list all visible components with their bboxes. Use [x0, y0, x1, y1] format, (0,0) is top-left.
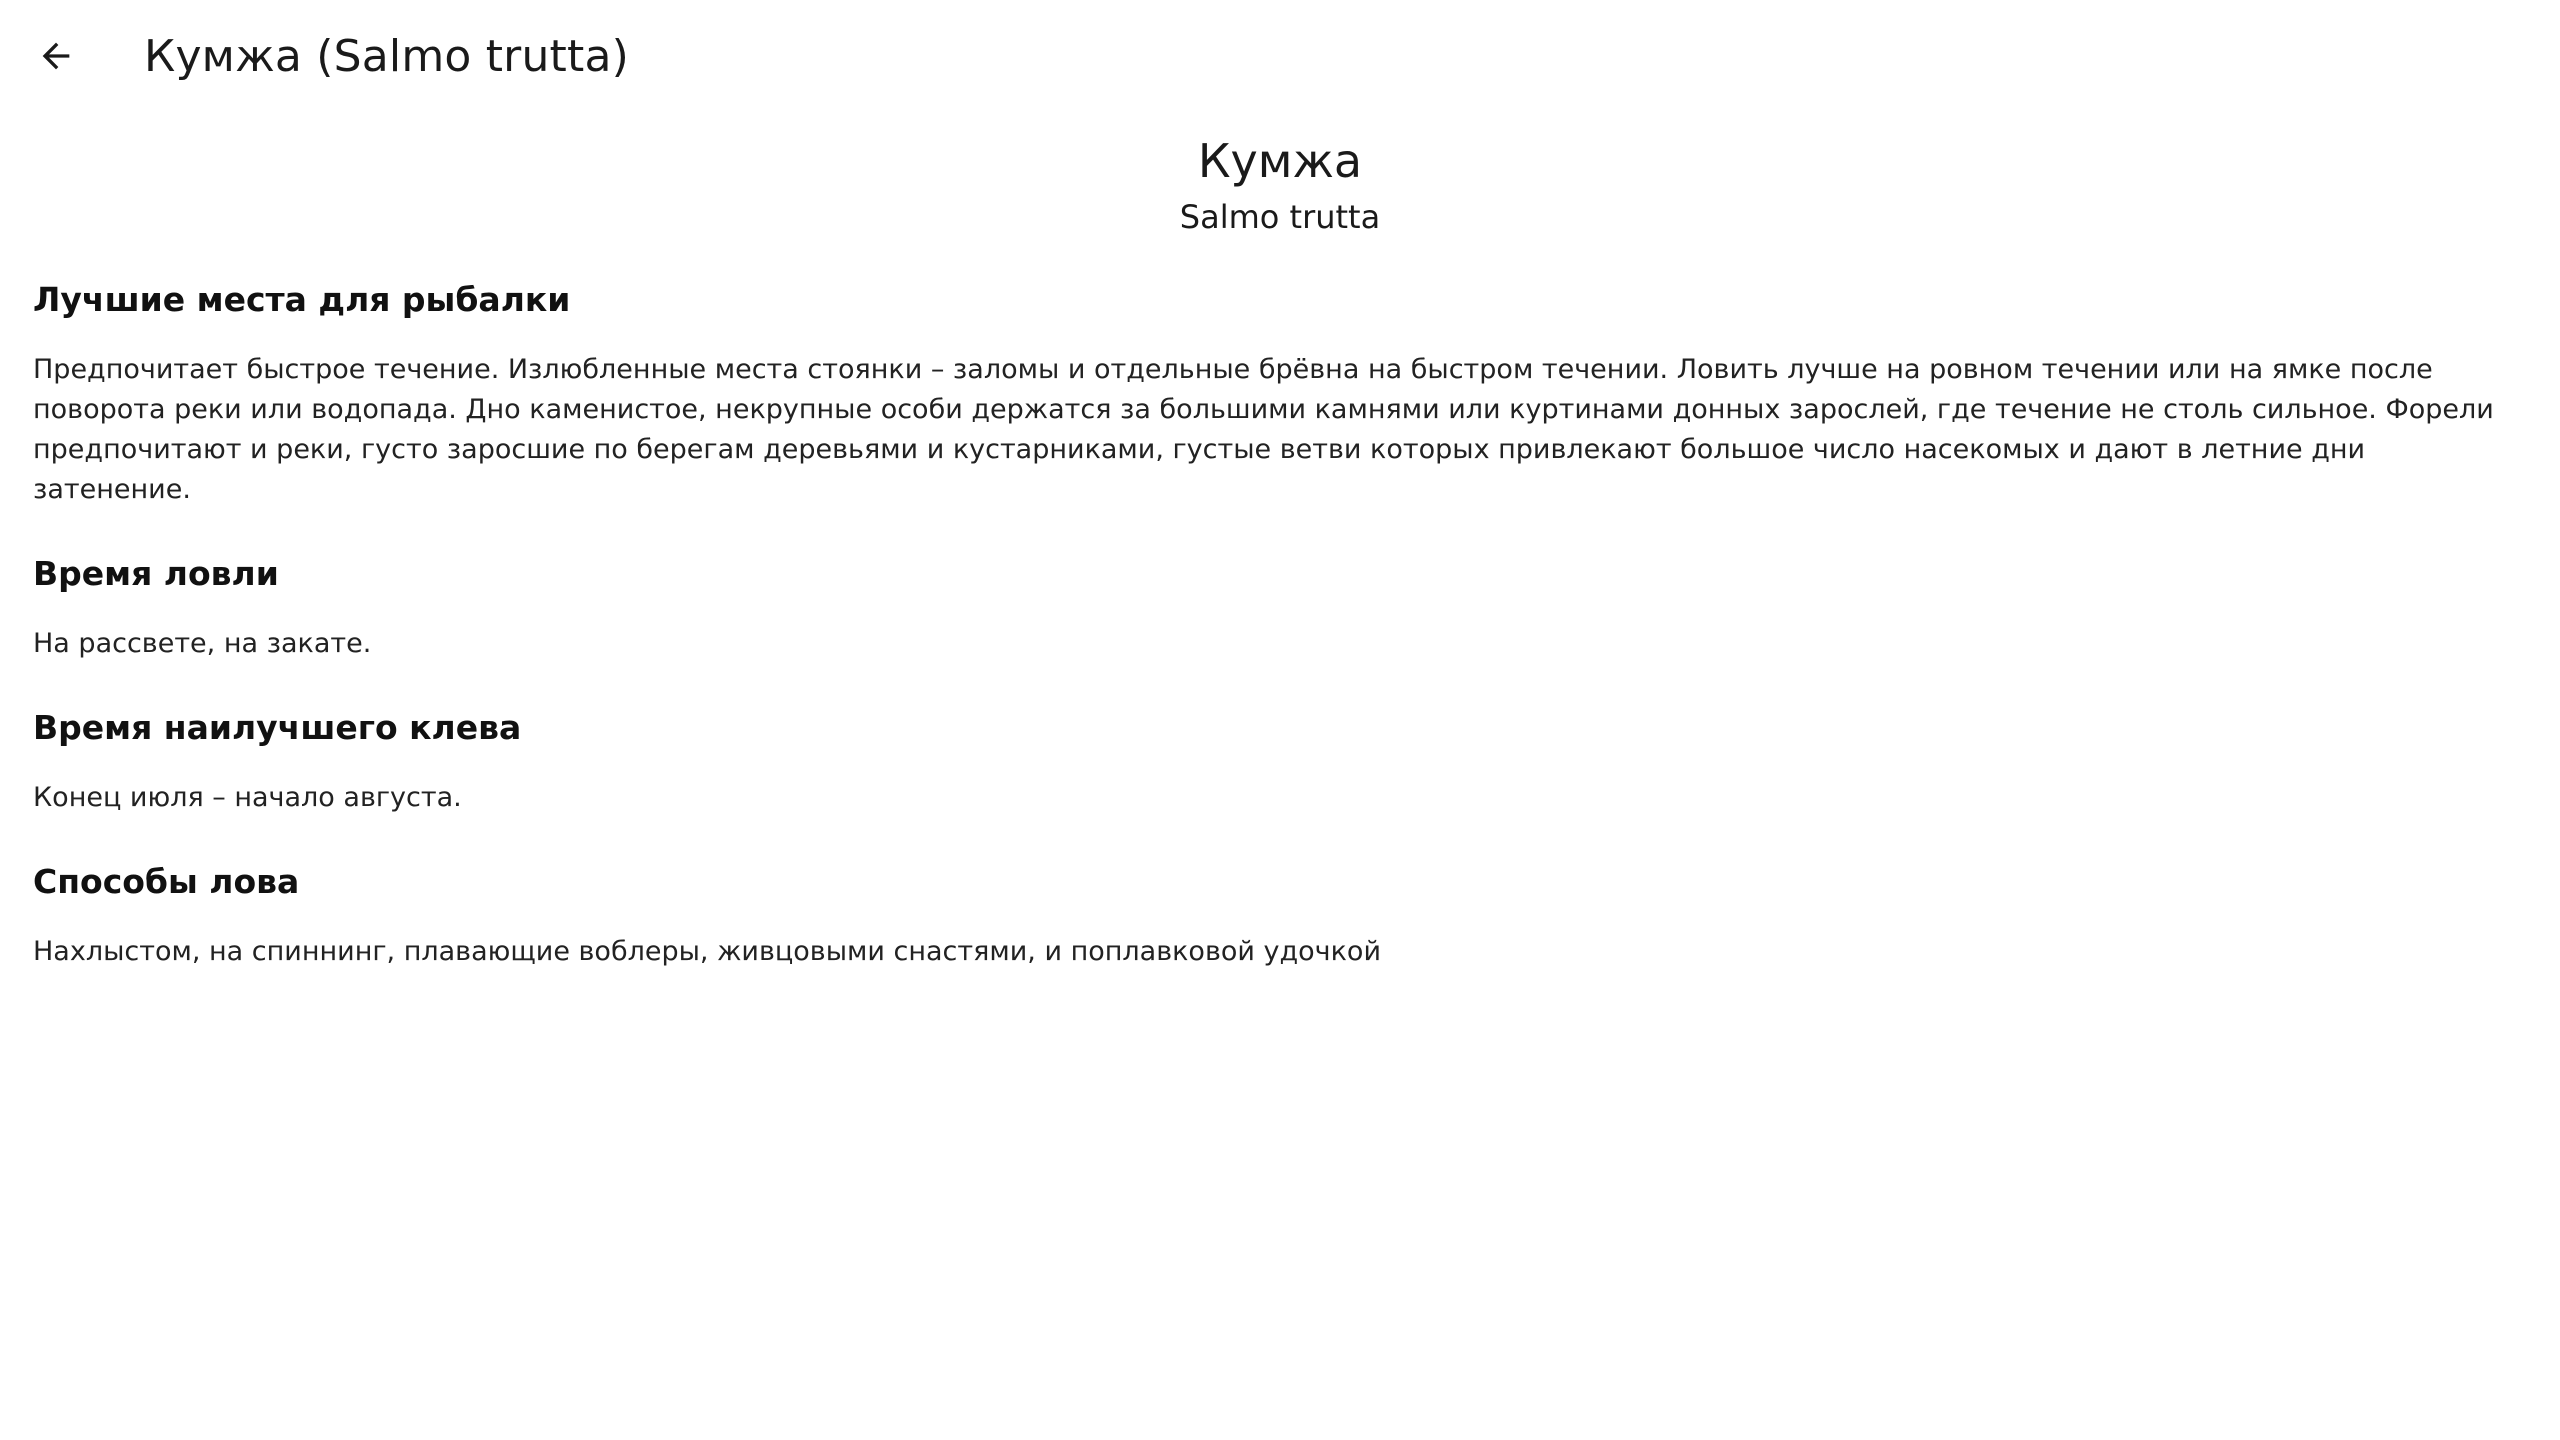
section-body: Нахлыстом, на спиннинг, плавающие воблеры, живцовыми снастями, и поплавковой удочкой [33, 936, 1381, 967]
section-body: Конец июля – начало августа. [33, 782, 462, 813]
fish-latin-name: Salmo trutta [1179, 198, 1381, 236]
section-heading: Время наилучшего клева [33, 708, 522, 747]
section-fishing-methods [33, 858, 2527, 972]
section-body: На рассвете, на закате. [33, 628, 372, 659]
section-best-places [33, 276, 2527, 510]
back-button[interactable] [20, 20, 92, 92]
arrow-left-icon [36, 36, 76, 76]
fish-header [33, 126, 2527, 238]
fish-name: Кумжа [1197, 134, 1363, 188]
section-fishing-time [33, 550, 2527, 664]
fish-detail-content [33, 126, 2527, 1012]
app-bar [0, 0, 2560, 112]
section-body: Предпочитает быстрое течение. Излюбленные места стоянки – заломы и отдельные брёвна на быстром течении. Ловить лучше на ровном течении или на ямке после поворота реки или водопада. Дно каменистое, некрупные особи держатся за большими камнями или куртинами донных зарослей, где течение не столь сильное. Форели предпочитают и реки, густо заросшие по берегам деревьями и кустарниками, густые ветви которых привлекают большое число насекомых и дают в летние дни затенение. [33, 354, 2494, 505]
section-heading: Способы лова [33, 862, 300, 901]
page-title: Кумжа (Salmo trutta) [144, 30, 629, 82]
section-heading: Время ловли [33, 554, 279, 593]
section-heading: Лучшие места для рыбалки [33, 280, 571, 319]
section-best-bite-time [33, 704, 2527, 818]
